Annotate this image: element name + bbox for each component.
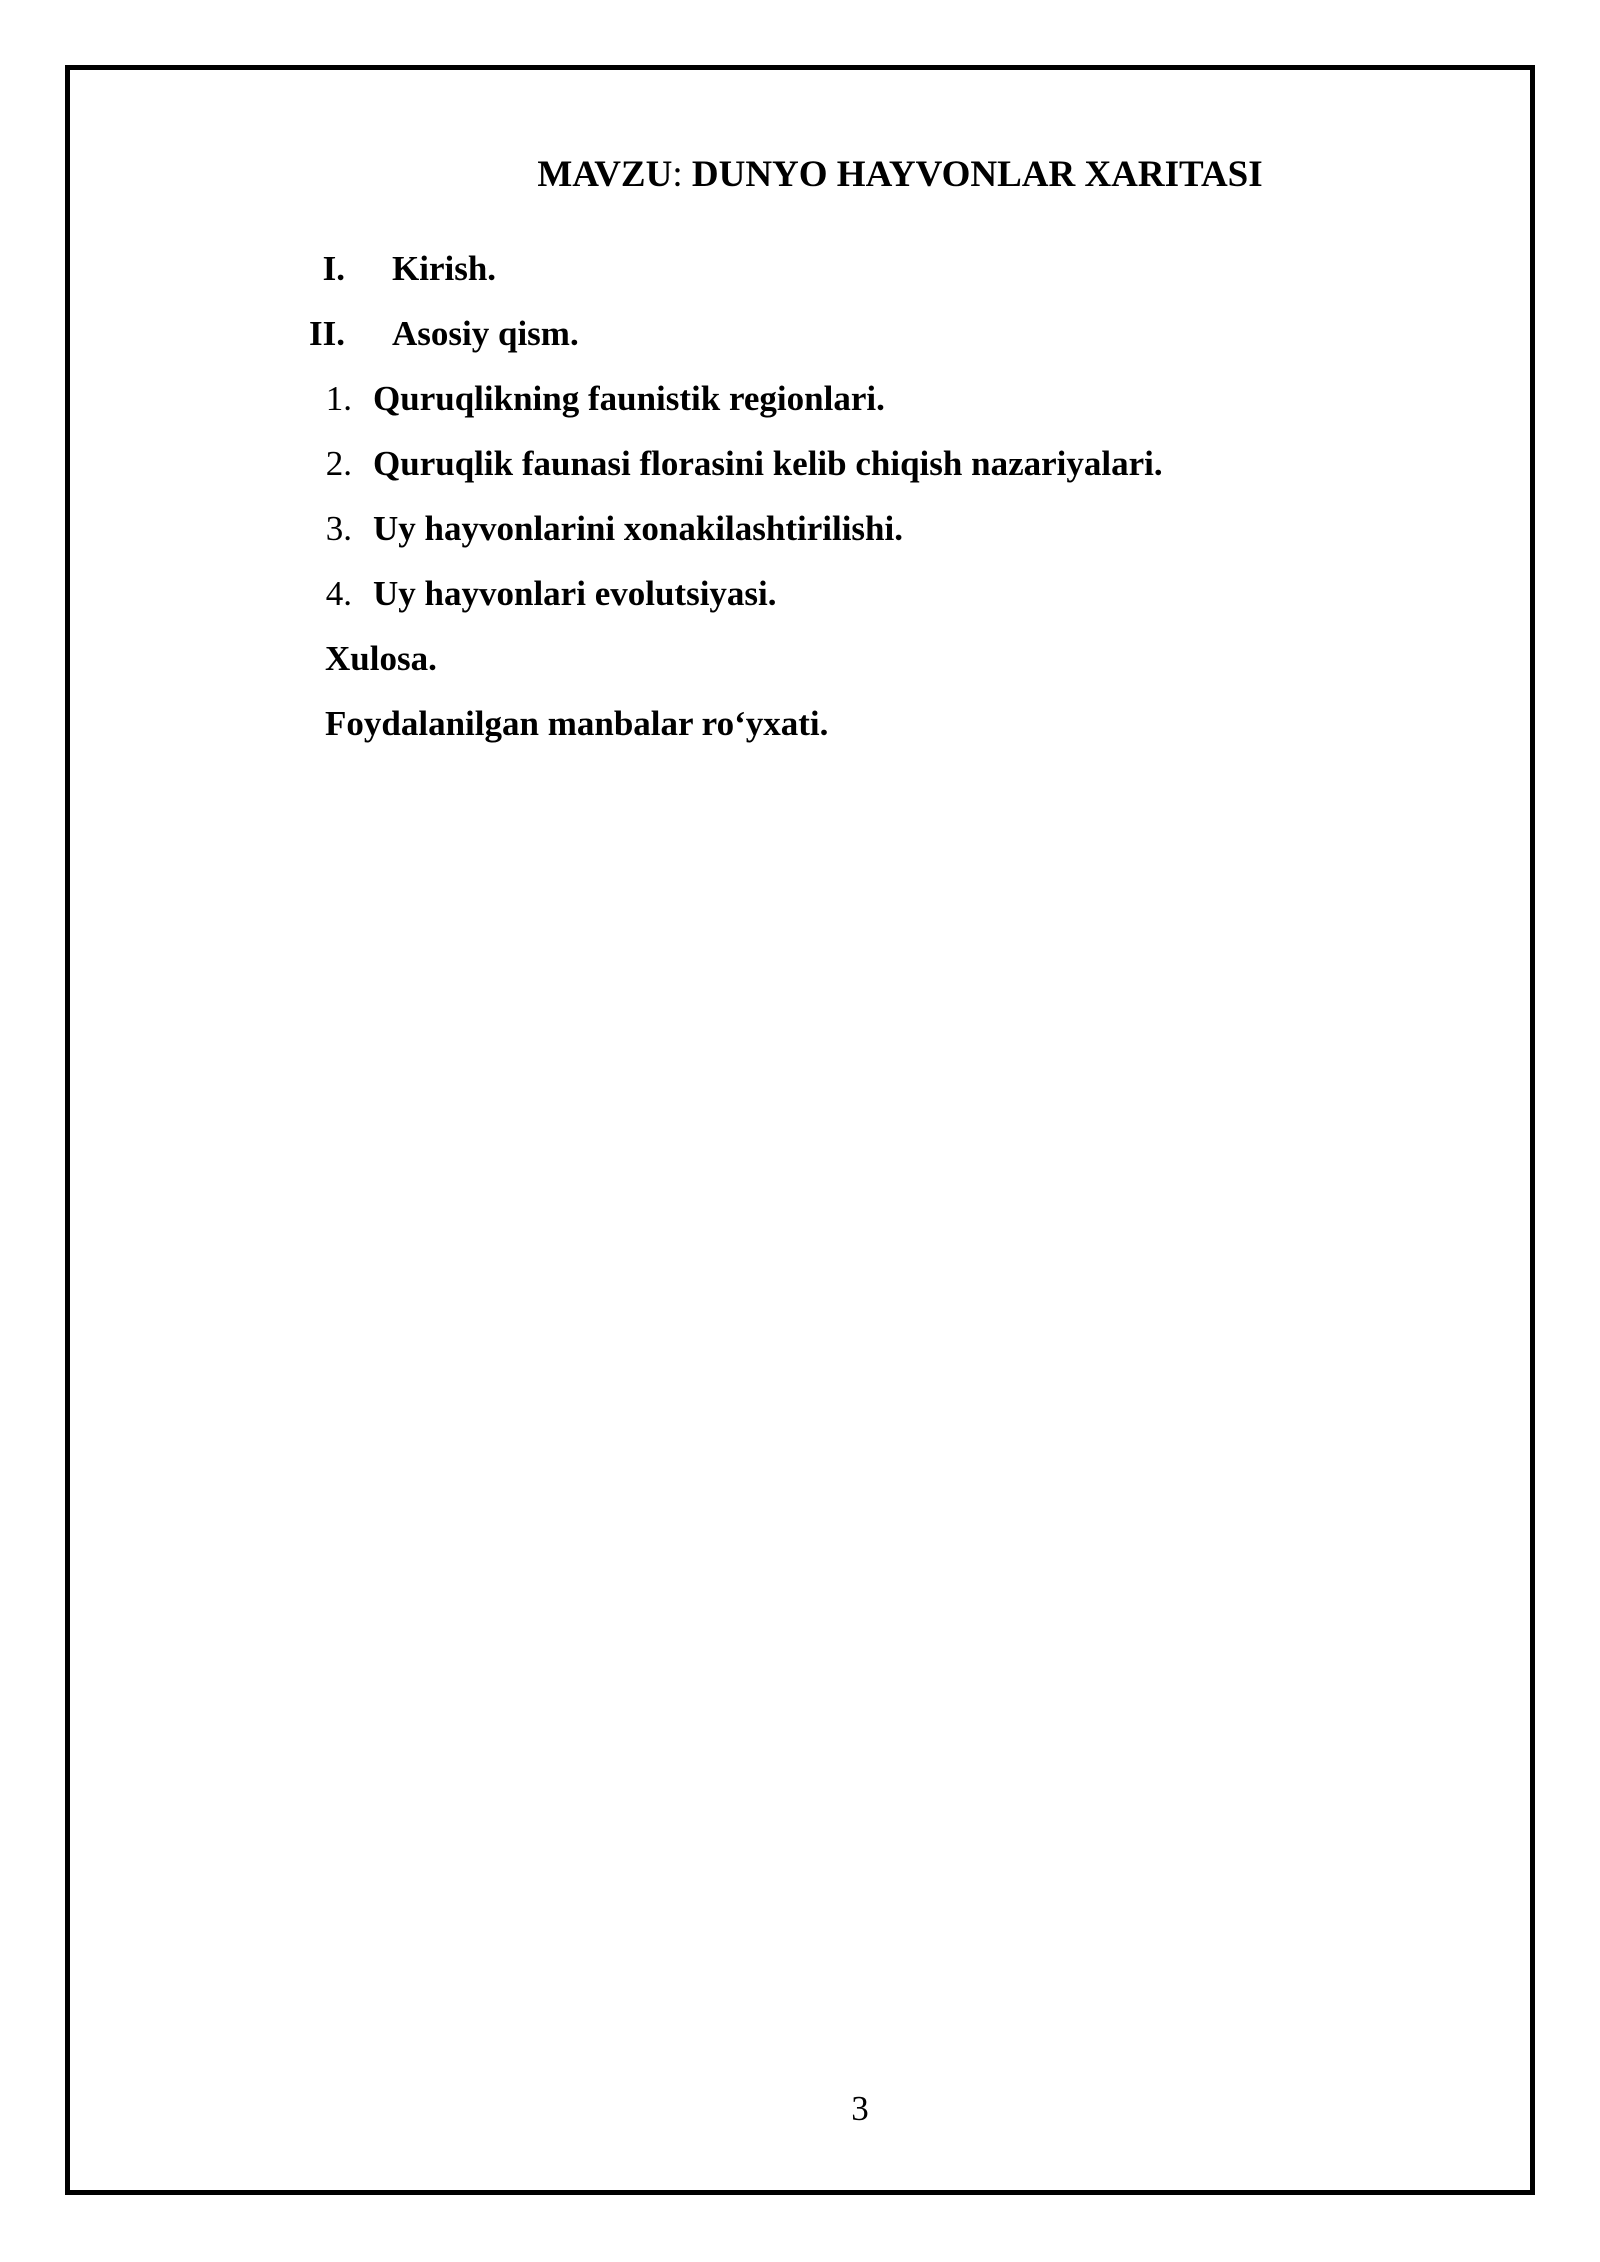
section-label: Kirish. [392,249,497,288]
subsection-label: Quruqlik faunasi florasini kelib chiqish nazariyalari. [373,444,1163,483]
subsection-marker: 4. [325,574,352,613]
title-prefix: MAVZU [537,154,673,195]
page-title [0,153,1600,197]
toc-subsection-3 [0,508,1600,550]
section-marker: II. [309,314,345,353]
references-label: Foydalanilgan manbalar ro‘yxati. [325,704,829,743]
page-number: 3 [851,2089,869,2128]
subsection-label: Quruqlikning faunistik regionlari. [373,379,885,418]
toc-conclusion [0,638,1600,680]
title-colon: : [672,154,683,195]
subsection-label: Uy hayvonlari evolutsiyasi. [373,574,777,613]
subsection-marker: 2. [325,444,352,483]
title-main: DUNYO HAYVONLAR XARITASI [682,154,1263,195]
toc-references [0,703,1600,745]
toc-subsection-4 [0,573,1600,615]
toc-section-2 [0,313,1600,355]
section-label: Asosiy qism. [392,314,579,353]
subsection-marker: 3. [325,509,352,548]
subsection-marker: 1. [325,379,352,418]
section-marker: I. [322,249,345,288]
conclusion-label: Xulosa. [325,639,437,678]
toc-subsection-1 [0,378,1600,420]
toc-section-1 [0,248,1600,290]
toc-subsection-2 [0,443,1600,485]
subsection-label: Uy hayvonlarini xonakilashtirilishi. [373,509,903,548]
